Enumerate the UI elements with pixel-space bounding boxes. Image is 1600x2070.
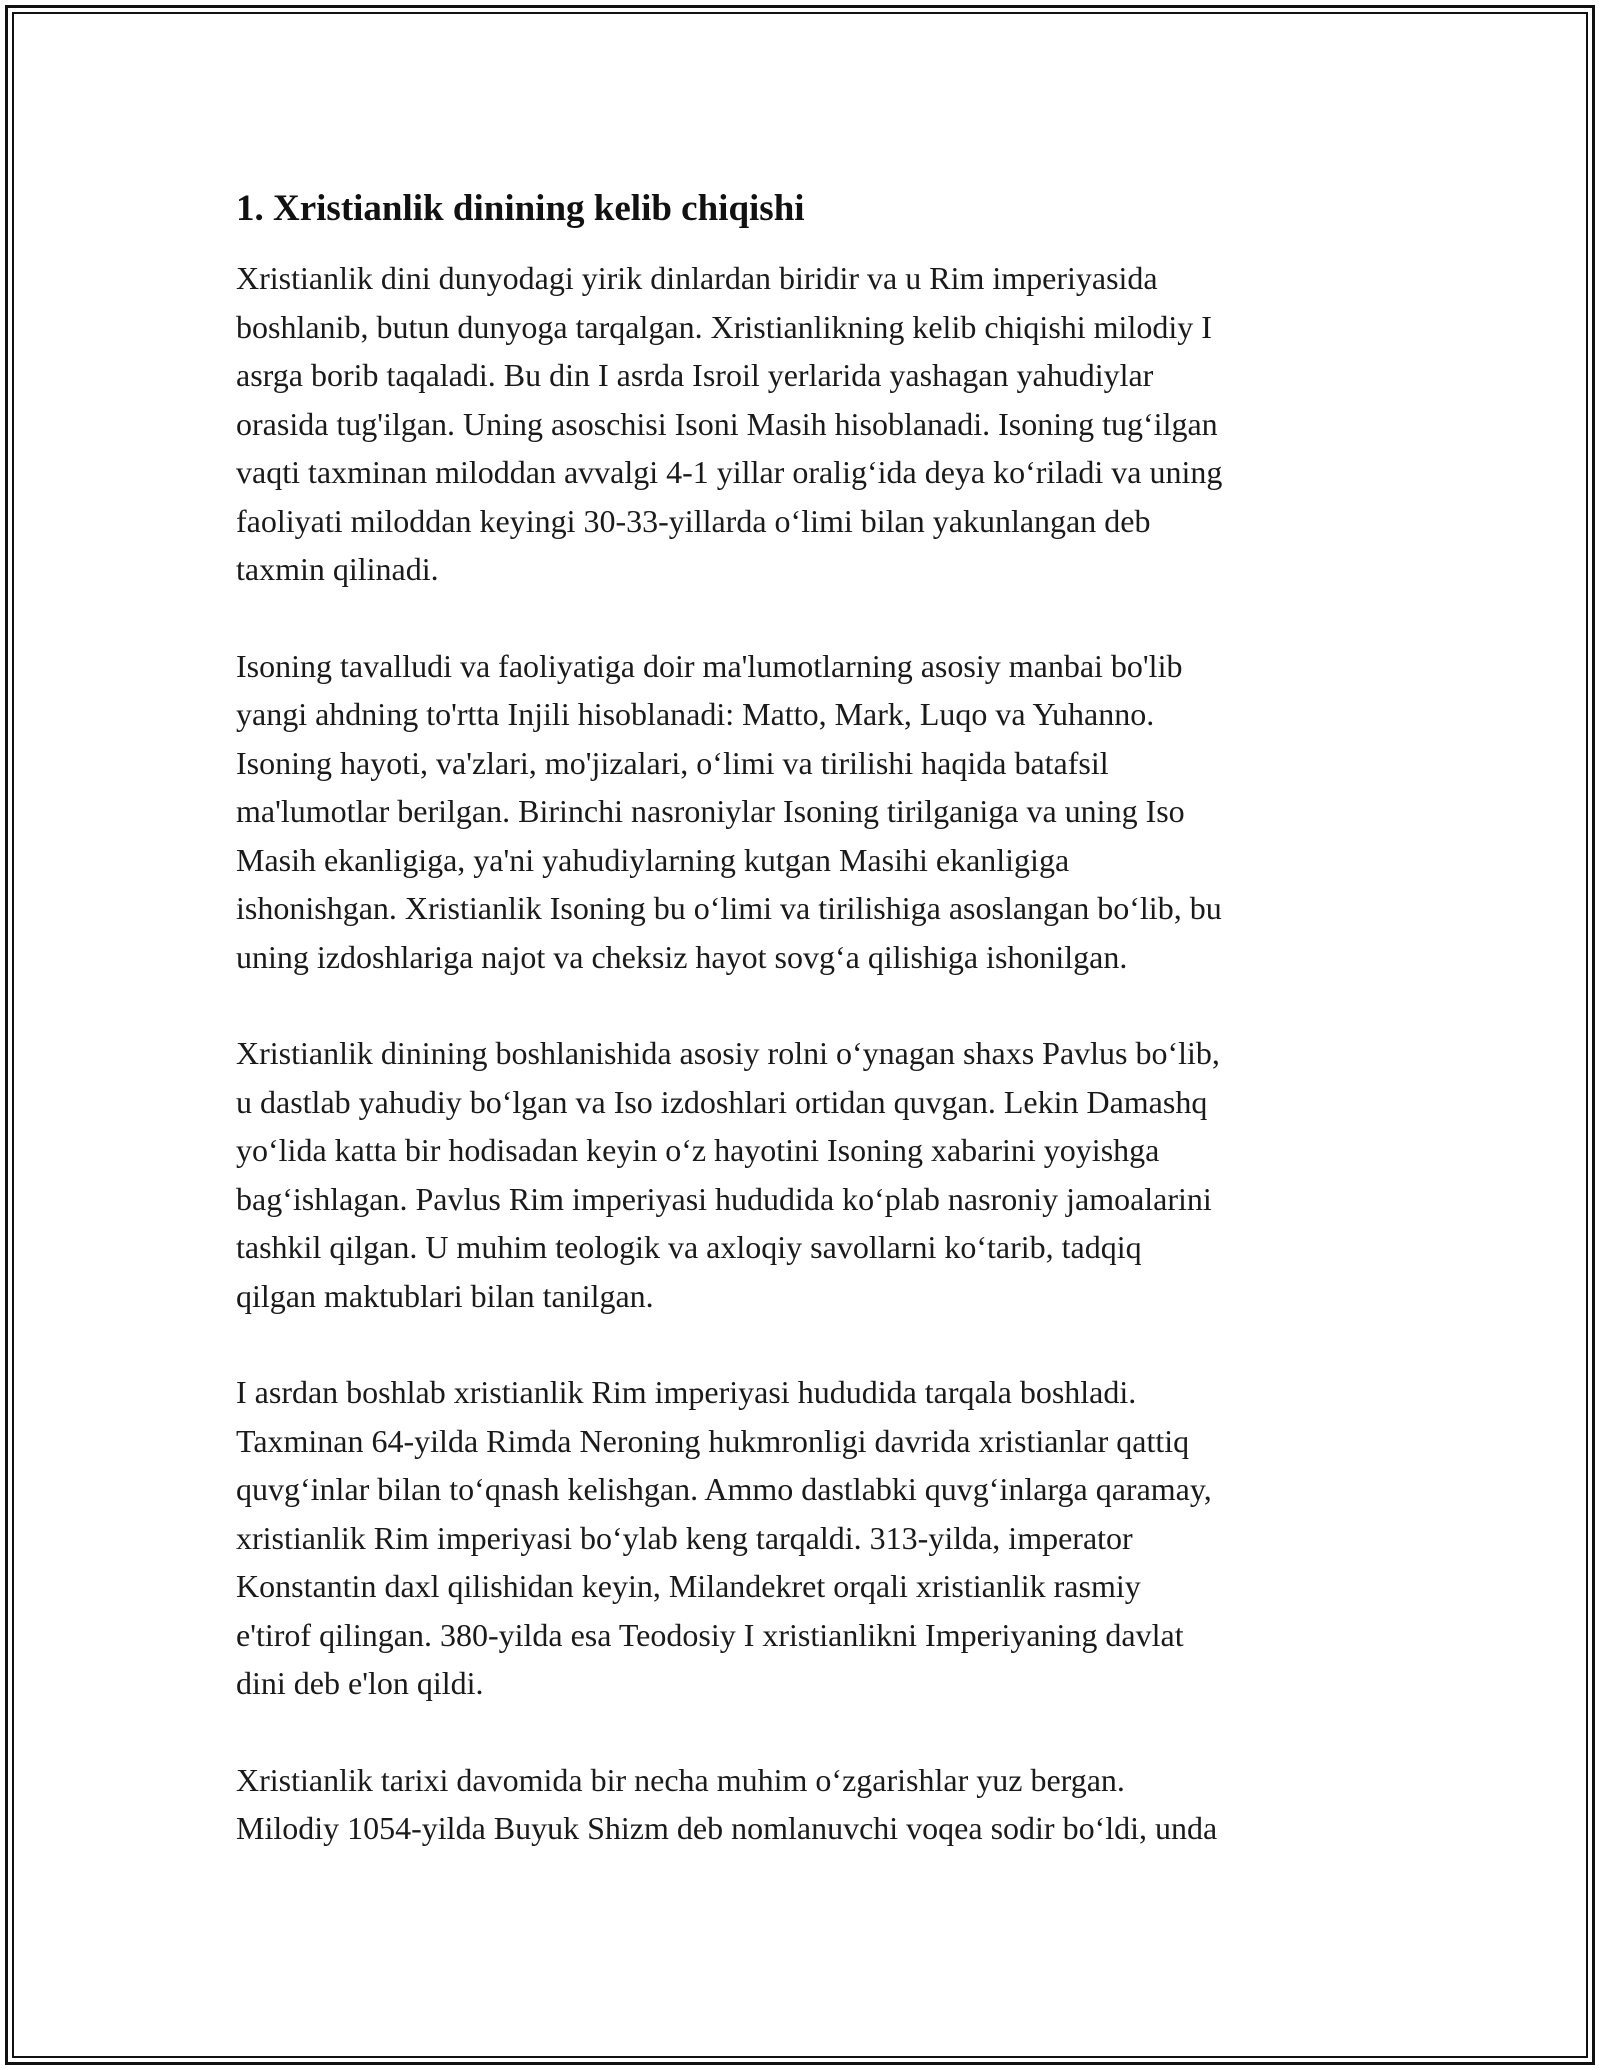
document-page xyxy=(236,186,1386,1901)
text-line: dini deb e'lon qildi. xyxy=(236,1665,484,1701)
paragraph-changes xyxy=(236,1756,1386,1853)
section-heading: 1. Xristianlik dinining kelib chiqishi xyxy=(236,188,805,229)
paragraph-spread xyxy=(236,1368,1386,1708)
text-line: faoliyati miloddan keyingi 30-33-yillarda o‘limi bilan yakunlangan deb xyxy=(236,502,1151,539)
paragraph-origins xyxy=(236,254,1386,594)
text-line: ishonishgan. Xristianlik Isoning bu o‘limi va tirilishiga asoslangan bo‘lib, bu xyxy=(236,890,1222,926)
text-line: Taxminan 64-yilda Rimda Neroning hukmronligi davrida xristianlar qattiq xyxy=(236,1422,1190,1459)
text-line: tashkil qilgan. U muhim teologik va axloqiy savollarni ko‘tarib, tadqiq xyxy=(236,1229,1142,1265)
text-line: ma'lumotlar berilgan. Birinchi nasroniylar Isoning tirilganiga va uning Iso xyxy=(236,793,1185,829)
paragraph-pavlus xyxy=(236,1029,1386,1320)
text-line: u dastlab yahudiy bo‘lgan va Iso izdoshlari ortidan quvgan. Lekin Damashq xyxy=(236,1083,1208,1120)
text-line: yangi ahdning to'rtta Injili hisoblanadi: Matto, Mark, Luqo va Yuhanno. xyxy=(236,696,1155,732)
text-line: qilgan maktublari bilan tanilgan. xyxy=(236,1277,654,1314)
text-line: Milodiy 1054-yilda Buyuk Shizm deb nomlanuvchi voqea sodir bo‘ldi, unda xyxy=(236,1810,1218,1846)
text-line: asrga borib taqaladi. Bu din I asrda Isroil yerlarida yashagan yahudiylar xyxy=(236,357,1154,393)
text-line: Xristianlik dini dunyodagi yirik dinlardan biridir va u Rim imperiyasida xyxy=(236,260,1158,296)
text-line: I asrdan boshlab xristianlik Rim imperiyasi hududida tarqala boshladi. xyxy=(236,1374,1137,1410)
text-line: yo‘lida katta bir hodisadan keyin o‘z hayotini Isoning xabarini yoyishga xyxy=(236,1132,1160,1168)
text-line: Xristianlik dinining boshlanishida asosiy rolni o‘ynagan shaxs Pavlus bo‘lib, xyxy=(236,1035,1220,1071)
text-line: xristianlik Rim imperiyasi bo‘ylab keng tarqaldi. 313-yilda, imperator xyxy=(236,1519,1133,1556)
text-line: orasida tug'ilgan. Uning asoschisi Isoni Masih hisoblanadi. Isoning tug‘ilgan xyxy=(236,405,1218,442)
text-line: bag‘ishlagan. Pavlus Rim imperiyasi hududida ko‘plab nasroniy jamoalarini xyxy=(236,1180,1212,1217)
text-line: boshlanib, butun dunyoga tarqalgan. Xristianlikning kelib chiqishi milodiy I xyxy=(236,308,1212,345)
paragraph-gospels xyxy=(236,642,1386,982)
text-line: quvg‘inlar bilan to‘qnash kelishgan. Ammo dastlabki quvg‘inlarga qaramay, xyxy=(236,1471,1212,1507)
text-line: Xristianlik tarixi davomida bir necha muhim o‘zgarishlar yuz bergan. xyxy=(236,1761,1125,1798)
text-line: uning izdoshlariga najot va cheksiz hayot sovg‘a qilishiga ishonilgan. xyxy=(236,938,1128,975)
text-line: Konstantin daxl qilishidan keyin, Milandekret orqali xristianlik rasmiy xyxy=(236,1568,1141,1604)
text-line: Isoning hayoti, va'zlari, mo'jizalari, o‘limi va tirilishi haqida batafsil xyxy=(236,744,1109,781)
text-line: Isoning tavalludi va faoliyatiga doir ma'lumotlarning asosiy manbai bo'lib xyxy=(236,647,1183,684)
text-line: taxmin qilinadi. xyxy=(236,551,439,587)
text-line: e'tirof qilingan. 380-yilda esa Teodosiy I xristianlikni Imperiyaning davlat xyxy=(236,1616,1184,1653)
text-line: Masih ekanligiga, ya'ni yahudiylarning kutgan Masihi ekanligiga xyxy=(236,841,1070,878)
text-line: vaqti taxminan miloddan avvalgi 4-1 yillar oralig‘ida deya ko‘riladi va uning xyxy=(236,454,1223,490)
